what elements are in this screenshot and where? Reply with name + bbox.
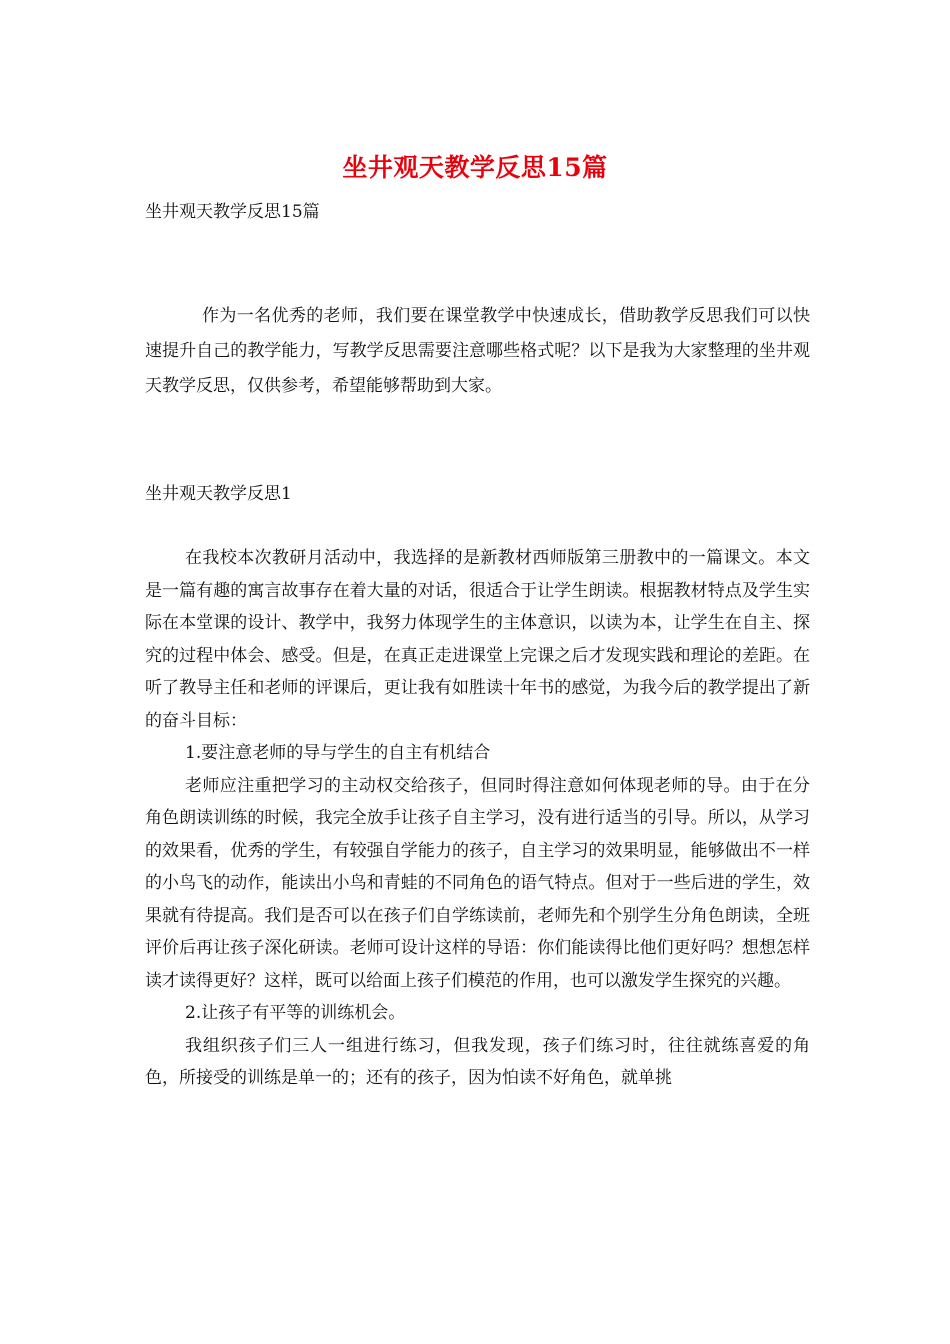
body-paragraph: 我组织孩子们三人一组进行练习，但我发现，孩子们练习时，往往就练喜爱的角色，所接受的训练是单一的；还有的孩子，因为怕读不好角色，就单挑 bbox=[145, 1035, 810, 1088]
numbered-point: 2.让孩子有平等的训练机会。 bbox=[185, 1003, 406, 1023]
numbered-point: 1.要注意老师的导与学生的自主有机结合 bbox=[185, 743, 491, 763]
section-heading: 坐井观天教学反思1 bbox=[145, 484, 292, 504]
body-paragraph: 老师应注重把学习的主动权交给孩子，但同时得注意如何体现老师的导。由于在分角色朗读训练的时候，我完全放手让孩子自主学习，没有进行适当的引导。所以，从学习的效果看，优秀的学生，有较强自学能力的孩子，自主学习的效果明显，能够做出不一样的小鸟飞的动作，能读出小鸟和青蛙的不同角色的语气特点。但对于一些后进的学生，效果就有待提高。我们是否可以在孩子们自学练读前，老师先和个别学生分角色朗读，全班评价后再让孩子深化研读。老师可设计这样的导语：你们能读得比他们更好吗？想想怎样读才读得更好？这样，既可以给面上孩子们模范的作用，也可以激发学生探究的兴趣。 bbox=[145, 775, 810, 991]
body-text bbox=[145, 542, 810, 1095]
document-title: 坐井观天教学反思15篇 bbox=[342, 153, 608, 182]
intro-paragraph: 作为一名优秀的老师，我们要在课堂教学中快速成长，借助教学反思我们可以快速提升自己的教学能力，写教学反思需要注意哪些格式呢？以下是我为大家整理的坐井观天教学反思，仅供参考，希望能够帮助到大家。 bbox=[145, 306, 810, 396]
body-paragraph: 在我校本次教研月活动中，我选择的是新教材西师版第三册教中的一篇课文。本文是一篇有趣的寓言故事存在着大量的对话，很适合于让学生朗读。根据教材特点及学生实际在本堂课的设计、教学中，我努力体现学生的主体意识，以读为本，让学生在自主、探究的过程中体会、感受。但是，在真正走进课堂上完课之后才发现实践和理论的差距。在听了教导主任和老师的评课后，更让我有如胜读十年书的感觉，为我今后的教学提出了新的奋斗目标： bbox=[145, 548, 810, 731]
document-subtitle: 坐井观天教学反思15篇 bbox=[145, 202, 320, 222]
